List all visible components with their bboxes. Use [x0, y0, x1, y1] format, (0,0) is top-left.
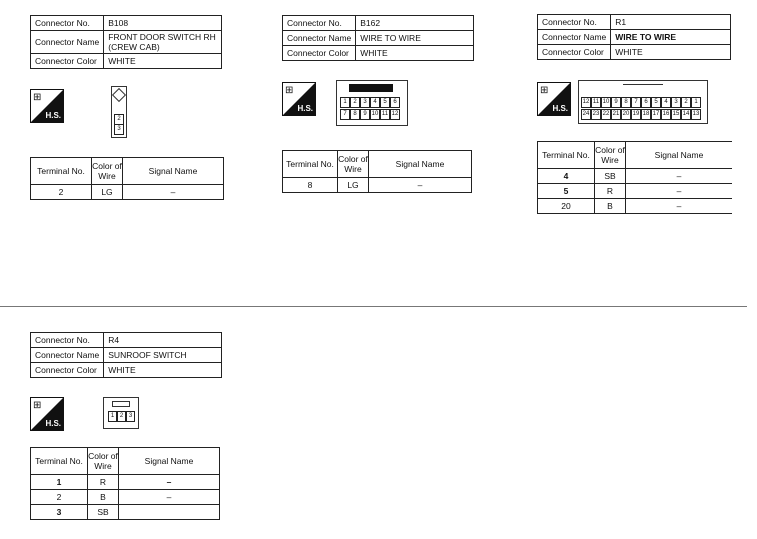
- lock-tab-icon: [623, 84, 663, 91]
- terminal-cell: 4: [538, 169, 595, 184]
- hs-label: H.S.: [45, 111, 61, 120]
- pin: 2: [114, 114, 124, 125]
- pin: 12: [581, 97, 591, 108]
- terminal-table-r4: [30, 447, 220, 520]
- color-cell: R: [88, 475, 119, 490]
- pin: 11: [380, 109, 390, 120]
- label-connector-color: Connector Color: [538, 45, 611, 60]
- value-connector-name: SUNROOF SWITCH: [104, 348, 222, 363]
- terminal-cell: 8: [283, 178, 338, 193]
- connector-symbol-icon: ⊞: [540, 85, 549, 96]
- label-connector-color: Connector Color: [283, 46, 356, 61]
- header-signal-name: Signal Name: [369, 151, 472, 178]
- pin: 24: [581, 109, 591, 120]
- lock-tab-icon: [349, 84, 393, 92]
- connector-face-r4: [103, 397, 139, 429]
- header-terminal-no: Terminal No.: [538, 142, 595, 169]
- color-cell: SB: [88, 505, 119, 520]
- pin: 5: [651, 97, 661, 108]
- pin: 16: [661, 109, 671, 120]
- lock-tab-icon: [112, 88, 126, 102]
- pin: 3: [671, 97, 681, 108]
- terminal-cell: 1: [31, 475, 88, 490]
- signal-cell: –: [123, 185, 224, 200]
- signal-cell: –: [626, 169, 733, 184]
- value-connector-no: R4: [104, 333, 222, 348]
- color-cell: B: [595, 199, 626, 214]
- header-color-of-wire: Color of Wire: [92, 158, 123, 185]
- value-connector-color: WHITE: [104, 54, 222, 69]
- lock-tab-icon: [112, 401, 130, 407]
- pin: 3: [114, 124, 124, 135]
- pin: 2: [117, 411, 126, 422]
- hs-label: H.S.: [552, 104, 568, 113]
- value-connector-no: B108: [104, 16, 222, 31]
- header-signal-name: Signal Name: [123, 158, 224, 185]
- signal-cell: –: [369, 178, 472, 193]
- header-signal-name: Signal Name: [626, 142, 733, 169]
- pin: 9: [360, 109, 370, 120]
- pin: 21: [611, 109, 621, 120]
- connector-face-r1: [578, 80, 708, 124]
- label-connector-no: Connector No.: [31, 333, 104, 348]
- connector-info-r1: [537, 14, 731, 60]
- pin: 4: [661, 97, 671, 108]
- signal-cell: –: [626, 184, 733, 199]
- label-connector-no: Connector No.: [283, 16, 356, 31]
- pin: 6: [641, 97, 651, 108]
- label-connector-name: Connector Name: [31, 348, 104, 363]
- color-cell: SB: [595, 169, 626, 184]
- signal-cell: –: [119, 490, 220, 505]
- table-row: [538, 184, 733, 199]
- value-connector-no: B162: [356, 16, 474, 31]
- header-color-of-wire: Color of Wire: [595, 142, 626, 169]
- pin: 20: [621, 109, 631, 120]
- header-color-of-wire: Color of Wire: [88, 448, 119, 475]
- harness-side-icon: [30, 397, 64, 431]
- harness-side-icon: [537, 82, 571, 116]
- pin: 9: [611, 97, 621, 108]
- terminal-table-b108: [30, 157, 224, 200]
- table-row: [31, 490, 220, 505]
- value-connector-name: FRONT DOOR SWITCH RH (CREW CAB): [104, 31, 222, 54]
- label-connector-color: Connector Color: [31, 54, 104, 69]
- table-row: [538, 169, 733, 184]
- pin: 6: [390, 97, 400, 108]
- pin: 17: [651, 109, 661, 120]
- terminal-cell: 3: [31, 505, 88, 520]
- connector-info-b108: [30, 15, 222, 69]
- terminal-cell: 5: [538, 184, 595, 199]
- value-connector-color: WHITE: [356, 46, 474, 61]
- table-row: [538, 199, 733, 214]
- pin: 2: [350, 97, 360, 108]
- harness-side-icon: [282, 82, 316, 116]
- label-connector-name: Connector Name: [283, 31, 356, 46]
- hs-label: H.S.: [45, 419, 61, 428]
- color-cell: LG: [338, 178, 369, 193]
- connector-face-b108: [111, 86, 127, 138]
- terminal-table-r1: [537, 141, 732, 214]
- pin: 7: [631, 97, 641, 108]
- pin: 2: [681, 97, 691, 108]
- pin: 14: [681, 109, 691, 120]
- connector-symbol-icon: ⊞: [33, 400, 42, 411]
- signal-cell: –: [626, 199, 733, 214]
- pin: 3: [126, 411, 135, 422]
- table-row: [31, 505, 220, 520]
- connector-info-b162: [282, 15, 474, 61]
- label-connector-name: Connector Name: [31, 31, 104, 54]
- color-cell: LG: [92, 185, 123, 200]
- label-connector-no: Connector No.: [538, 15, 611, 30]
- terminal-cell: 20: [538, 199, 595, 214]
- connector-face-b162: [336, 80, 408, 126]
- pin: 8: [621, 97, 631, 108]
- signal-cell: –: [119, 475, 220, 490]
- terminal-table-b162: [282, 150, 472, 193]
- label-connector-color: Connector Color: [31, 363, 104, 378]
- pin: 18: [641, 109, 651, 120]
- pin: 10: [601, 97, 611, 108]
- pin: 12: [390, 109, 400, 120]
- label-connector-no: Connector No.: [31, 16, 104, 31]
- header-signal-name: Signal Name: [119, 448, 220, 475]
- value-connector-color: WHITE: [104, 363, 222, 378]
- pin: 22: [601, 109, 611, 120]
- pin: 11: [591, 97, 601, 108]
- pin: 10: [370, 109, 380, 120]
- terminal-cell: 2: [31, 185, 92, 200]
- table-row: [31, 475, 220, 490]
- value-connector-color: WHITE: [611, 45, 731, 60]
- header-terminal-no: Terminal No.: [283, 151, 338, 178]
- signal-cell: [119, 505, 220, 520]
- connector-symbol-icon: ⊞: [285, 85, 294, 96]
- connector-symbol-icon: ⊞: [33, 92, 42, 103]
- pin: 1: [108, 411, 117, 422]
- pin: 1: [691, 97, 701, 108]
- pin: 5: [380, 97, 390, 108]
- hs-label: H.S.: [297, 104, 313, 113]
- table-row: [31, 185, 224, 200]
- header-terminal-no: Terminal No.: [31, 448, 88, 475]
- pin: 1: [340, 97, 350, 108]
- connector-info-r4: [30, 332, 222, 378]
- pin: 8: [350, 109, 360, 120]
- header-terminal-no: Terminal No.: [31, 158, 92, 185]
- pin: 3: [360, 97, 370, 108]
- header-color-of-wire: Color of Wire: [338, 151, 369, 178]
- pin: 15: [671, 109, 681, 120]
- value-connector-no: R1: [611, 15, 731, 30]
- harness-side-icon: [30, 89, 64, 123]
- label-connector-name: Connector Name: [538, 30, 611, 45]
- table-row: [283, 178, 472, 193]
- pin: 23: [591, 109, 601, 120]
- pin: 13: [691, 109, 701, 120]
- pin: 19: [631, 109, 641, 120]
- value-connector-name: WIRE TO WIRE: [356, 31, 474, 46]
- terminal-cell: 2: [31, 490, 88, 505]
- pin: 4: [370, 97, 380, 108]
- pin: 7: [340, 109, 350, 120]
- color-cell: R: [595, 184, 626, 199]
- section-divider: [0, 306, 747, 307]
- color-cell: B: [88, 490, 119, 505]
- value-connector-name: WIRE TO WIRE: [611, 30, 731, 45]
